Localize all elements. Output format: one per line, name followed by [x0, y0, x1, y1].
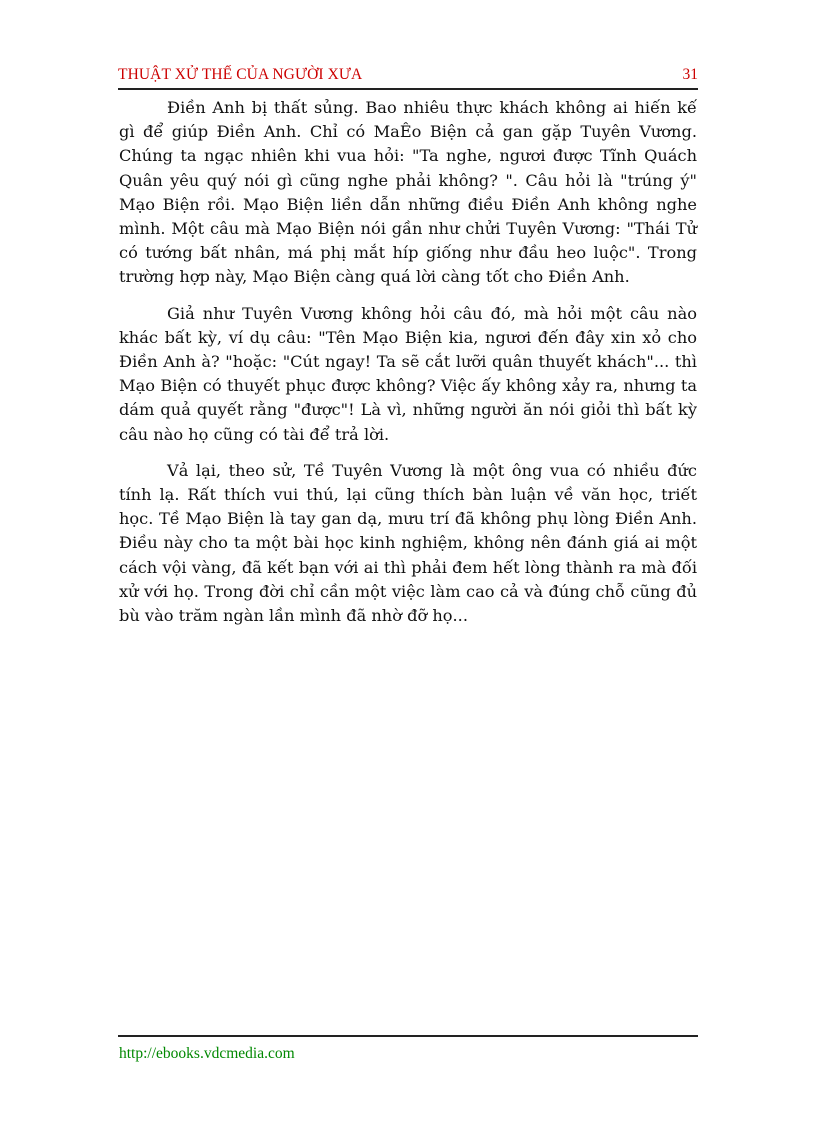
book-title: THUẬT XỬ THẾ CỦA NGƯỜI XƯA [118, 66, 363, 83]
paragraph-3: Vả lại, theo sử, Tề Tuyên Vương là một ông vua có nhiều đức tính lạ. Rất thích vui thú, lại cũng thích bàn luận về văn học, triết học. Tề Mạo Biện là tay gan dạ, mưu trí đã không phụ lòng Điền Anh. Điều này cho ta một bài học kinh nghiệm, không nên đánh giá ai một cách vội vàng, đã kết bạn với ai thì phải đem hết lòng thành ra mà đối xử với họ. Trong đời chỉ cần một việc làm cao cả và đúng chỗ cũng đủ bù vào trăm ngàn lần mình đã nhờ đỡ họ... [119, 460, 697, 626]
footer-divider [118, 1035, 698, 1037]
page-number: 31 [682, 66, 698, 83]
paragraph-2: Giả như Tuyên Vương không hỏi câu đó, mà hỏi một câu nào khác bất kỳ, ví dụ câu: "Tên Mạo Biện kia, ngươi đến đây xin xỏ cho Điền Anh à? "hoặc: "Cút ngay! Ta sẽ cắt lưỡi quân thuyết khách"... thì Mạo Biện có thuyết phục được không? Việc ấy không xảy ra, nhưng ta dám quả quyết rằng "được"! Là vì, những người ăn nói giỏi thì bất kỳ câu nào họ cũng có tài để trả lời. [119, 303, 697, 444]
page-header [118, 64, 698, 90]
footer-website-link[interactable]: http://ebooks.vdcmedia.com [119, 1045, 295, 1062]
paragraph-1: Điền Anh bị thất sủng. Bao nhiêu thực khách không ai hiến kế gì để giúp Điền Anh. Chỉ có MaÊo Biện cả gan gặp Tuyên Vương. Chúng ta ngạc nhiên khi vua hỏi: "Ta nghe, ngươi được Tĩnh Quách Quân yêu quý nói gì cũng nghe phải không? ". Câu hỏi là "trúng ý" Mạo Biện rồi. Mạo Biện liền dẫn những điều Điền Anh không nghe mình. Một câu mà Mạo Biện nói gần như chửi Tuyên Vương: "Thái Tử có tướng bất nhân, má phị mắt híp giống như đầu heo luộc". Trong trường hợp này, Mạo Biện càng quá lời càng tốt cho Điền Anh. [119, 98, 697, 287]
main-text [119, 96, 697, 640]
